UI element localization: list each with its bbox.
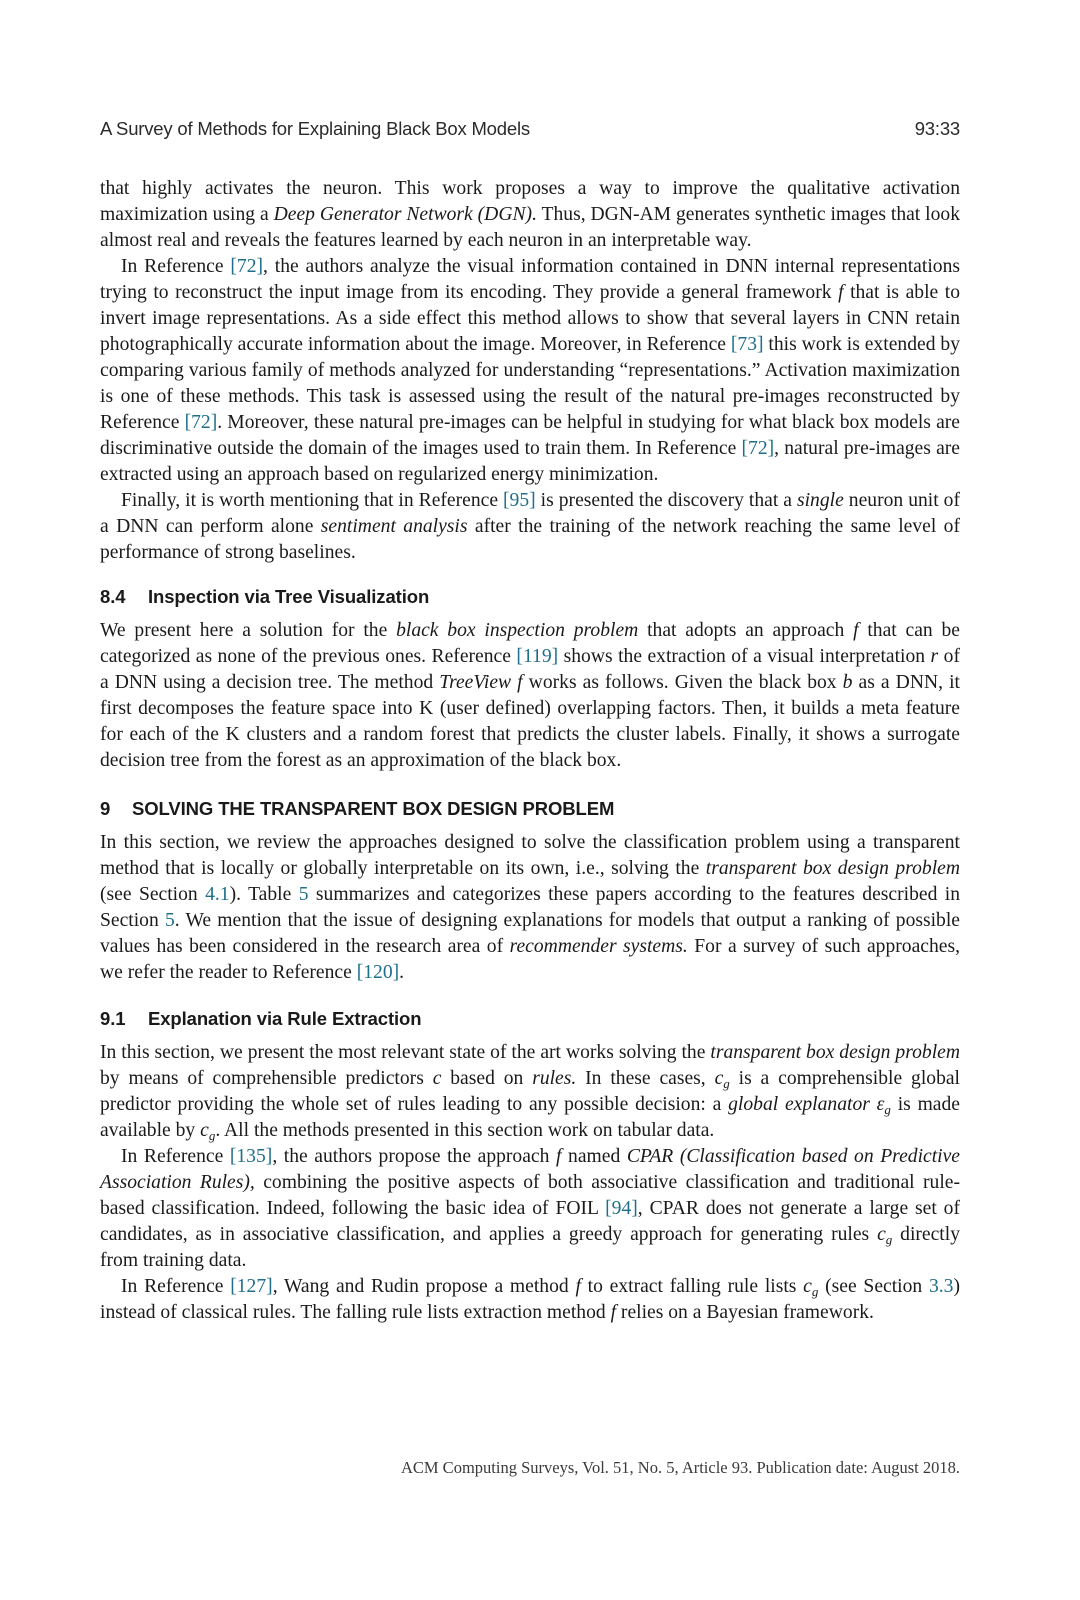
- math-symbol: f: [575, 1276, 581, 1297]
- emphasis: transparent box design problem: [705, 858, 960, 879]
- math-symbol: f: [838, 282, 844, 303]
- section-number: 9: [100, 798, 111, 819]
- text: (see Section: [818, 1276, 929, 1297]
- math-symbol: c: [432, 1068, 442, 1089]
- text: directly from training data.: [100, 1224, 960, 1271]
- citation-link[interactable]: [72]: [741, 438, 775, 459]
- text: We present here a solution for the: [100, 620, 397, 641]
- emphasis: sentiment analysis: [320, 516, 468, 537]
- text: is presented the discovery that a: [535, 490, 797, 511]
- text: of a DNN using a decision tree. The method: [100, 646, 960, 693]
- emphasis: recommender systems.: [509, 936, 688, 957]
- text: that highly activates the neuron. This work proposes a way to improve the qualitative activation maximization using a: [100, 178, 960, 225]
- page-footer: ACM Computing Surveys, Vol. 51, No. 5, Article 93. Publication date: August 2018.: [400, 1458, 960, 1477]
- text: shows the extraction of a visual interpretation: [558, 646, 931, 667]
- math-symbol: c: [714, 1068, 724, 1089]
- paragraph-dgn: [100, 176, 960, 254]
- paragraph-falling-rule-lists: [100, 1274, 960, 1326]
- text: ) instead of classical rules. The falling rule lists extraction method: [100, 1276, 960, 1323]
- citation-link[interactable]: [135]: [229, 1146, 273, 1167]
- text: ). Table: [229, 884, 299, 905]
- section-title: Explanation via Rule Extraction: [148, 1008, 422, 1029]
- math-symbol: c: [200, 1120, 209, 1141]
- running-title: A Survey of Methods for Explaining Black Box Models: [100, 118, 530, 139]
- citation-link[interactable]: [73]: [730, 334, 764, 355]
- emphasis: black box inspection problem: [396, 620, 639, 641]
- emphasis: single: [796, 490, 844, 511]
- table-link[interactable]: 5: [298, 884, 309, 905]
- citation-link[interactable]: [72]: [230, 256, 264, 277]
- text: .: [399, 962, 405, 983]
- emphasis: rules.: [532, 1068, 577, 1089]
- text: In this section, we present the most relevant state of the art works solving the: [100, 1042, 711, 1063]
- section-link[interactable]: 5: [164, 910, 175, 931]
- citation-link[interactable]: [120]: [356, 962, 400, 983]
- text: . Moreover, these natural pre-images can be helpful in studying for what black box models are discriminative outside the domain of the images used to train them. In Reference: [100, 412, 960, 459]
- citation-link[interactable]: [94]: [605, 1198, 638, 1219]
- section-link[interactable]: 3.3: [928, 1276, 954, 1297]
- math-symbol: f: [853, 620, 859, 641]
- math-subscript: g: [208, 1128, 216, 1143]
- section-link[interactable]: 4.1: [205, 884, 230, 905]
- section-heading-8-4: [100, 586, 960, 608]
- text: . We mention that the issue of designing explanations for models that output a ranking of possible values has been considered in the research area of: [100, 910, 960, 957]
- text: In Reference: [121, 1146, 230, 1167]
- emphasis: CPAR (Classification based on Predictive Association Rules),: [100, 1146, 960, 1193]
- text: after the training of the network reaching the same level of performance of strong baselines.: [100, 516, 960, 563]
- math-symbol: c: [877, 1224, 886, 1245]
- text: , Wang and Rudin propose a method: [272, 1276, 576, 1297]
- emphasis: transparent box design problem: [710, 1042, 960, 1063]
- section-title: SOLVING THE TRANSPARENT BOX DESIGN PROBLEM: [132, 798, 615, 819]
- text: In Reference: [121, 1276, 231, 1297]
- math-subscript: g: [885, 1232, 893, 1247]
- text: that is able to invert image representations. As a side effect this method allows to show that several layers in CNN retain photographically accurate information about the image. Moreover, in Reference: [100, 282, 961, 355]
- citation-link[interactable]: [127]: [230, 1276, 273, 1297]
- text: as a DNN, it first decomposes the feature space into K (user defined) overlapping factors. Then, it builds a meta feature for each of the K clusters and a random forest that predicts the cluster labels. Finally, it shows a surrogate decision tree from the forest as an approximation of the black box.: [100, 672, 960, 771]
- text: For a survey of such approaches, we refer the reader to Reference: [100, 936, 960, 983]
- math-symbol: c: [803, 1276, 812, 1297]
- math-symbol: r: [930, 646, 939, 667]
- math-symbol: f: [556, 1146, 562, 1167]
- math-symbol: b: [842, 672, 853, 693]
- text: In these cases,: [576, 1068, 715, 1089]
- section-number: 8.4: [100, 586, 126, 607]
- paragraph-rule-extraction: [100, 1040, 960, 1144]
- text: , the authors analyze the visual information contained in DNN internal representations trying to reconstruct the input image from its encoding. They provide a general framework: [100, 256, 960, 303]
- text: , the authors propose the approach: [272, 1146, 556, 1167]
- emphasis: Deep Generator Network (DGN).: [273, 204, 537, 225]
- emphasis: TreeView f: [439, 672, 523, 693]
- text: by means of comprehensible predictors: [100, 1068, 433, 1089]
- running-head: [100, 118, 960, 140]
- text: based on: [441, 1068, 533, 1089]
- text: that adopts an approach: [638, 620, 854, 641]
- section-heading-9-1: [100, 1008, 960, 1030]
- text: is made available by: [100, 1094, 960, 1141]
- text: In this section, we review the approaches designed to solve the classification problem using a transparent method that is locally or globally interpretable on its own, i.e., solving the: [100, 832, 960, 879]
- paragraph-ref-72: [100, 254, 960, 488]
- text: Finally, it is worth mentioning that in Reference: [121, 490, 504, 511]
- text: summarizes and categorizes these papers according to the features described in Section: [100, 884, 960, 931]
- section-heading-9: [100, 798, 960, 820]
- text: In Reference: [121, 256, 231, 277]
- text: that can be categorized as none of the previous ones. Reference: [100, 620, 960, 667]
- math-subscript: g: [811, 1284, 819, 1299]
- text: neuron unit of a DNN can perform alone: [100, 490, 960, 537]
- text: , CPAR does not generate a large set of candidates, as in associative classification, and applies a greedy approach for generating rules: [100, 1198, 960, 1245]
- text: this work is extended by comparing various family of methods analyzed for understanding “representations.” Activation maximization is one of these methods. This task is assessed using the result of the natural pre-images reconstructed by Reference: [100, 334, 960, 433]
- text: Thus, DGN-AM generates synthetic images that look almost real and reveals the features learned by each neuron in an interpretable way.: [100, 204, 960, 251]
- text: . All the methods presented in this section work on tabular data.: [215, 1120, 715, 1141]
- math-symbol: f: [610, 1302, 617, 1323]
- paragraph-transparent-box: [100, 830, 960, 986]
- text: combining the positive aspects of both associative classification and traditional rule-based classification. Indeed, following the basic idea of FOIL: [100, 1172, 960, 1219]
- paragraph-cpar: [100, 1144, 960, 1274]
- text: (see Section: [100, 884, 206, 905]
- math-subscript: g: [723, 1076, 730, 1091]
- text: is a comprehensible global predictor providing the whole set of rules leading to any possible decision: a: [100, 1068, 961, 1115]
- citation-link[interactable]: [119]: [516, 646, 559, 667]
- math-subscript: g: [884, 1102, 891, 1117]
- page-number: 93:33: [914, 118, 960, 139]
- text: , natural pre-images are extracted using an approach based on regularized energy minimization.: [100, 438, 960, 485]
- paragraph-treeview: [100, 618, 960, 774]
- text: named: [561, 1146, 627, 1167]
- emphasis: global explanator ε: [728, 1094, 885, 1115]
- text: relies on a Bayesian framework.: [616, 1302, 874, 1323]
- body-text: [100, 176, 960, 1326]
- text: to extract falling rule lists: [580, 1276, 804, 1297]
- citation-link[interactable]: [72]: [184, 412, 218, 433]
- citation-link[interactable]: [95]: [503, 490, 536, 511]
- section-title: Inspection via Tree Visualization: [148, 586, 430, 607]
- text: works as follows. Given the black box: [522, 672, 843, 693]
- section-number: 9.1: [100, 1008, 126, 1029]
- paragraph-ref-95: [100, 488, 960, 566]
